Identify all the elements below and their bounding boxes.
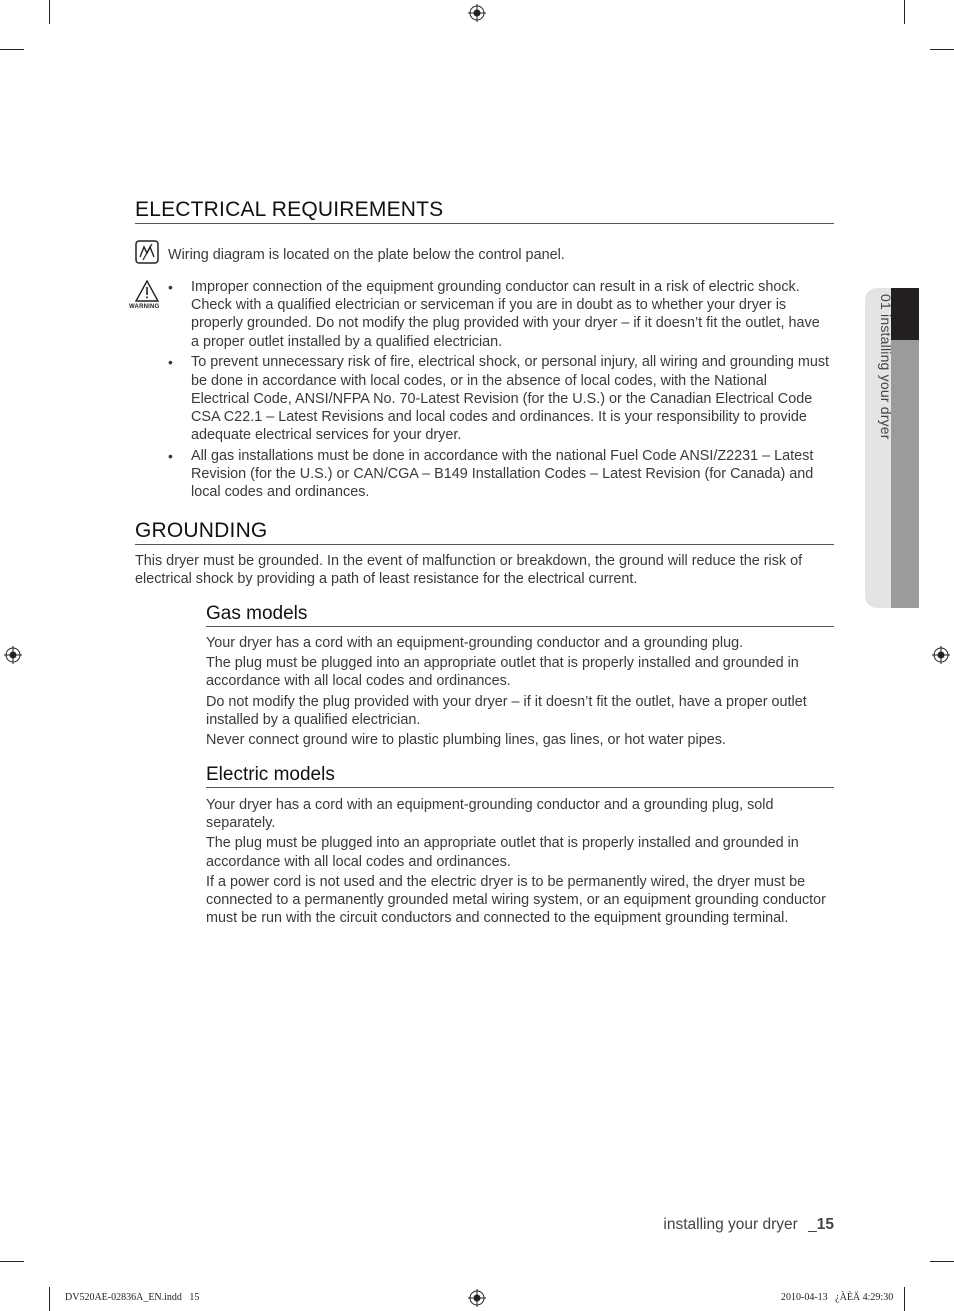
registration-mark-icon (468, 4, 486, 22)
warning-list (135, 278, 829, 504)
chapter-tab-marker (891, 288, 919, 340)
crop-mark (904, 1287, 905, 1311)
page-footer (663, 1216, 834, 1234)
footer-page-prefix: _ (808, 1216, 817, 1233)
gas-models-text (206, 634, 830, 751)
electric-models-text (206, 796, 830, 929)
crop-mark (0, 1261, 24, 1262)
paragraph: Do not modify the plug provided with your dryer – if it doesn’t fit the outlet, have a proper outlet installed by a qualified electrician. (206, 693, 807, 728)
section-title-electrical: ELECTRICAL REQUIREMENTS (135, 198, 834, 224)
warning-label: WARNING (129, 304, 160, 310)
paragraph: The plug must be plugged into an appropriate outlet that is properly installed and grounded in accordance with all local codes and ordinances. (206, 835, 799, 870)
slug-date: 2010-04-13 ¿ÀÈÄ 4:29:30 (781, 1292, 894, 1303)
crop-mark (904, 0, 905, 24)
paragraph: If a power cord is not used and the electric dryer is to be permanently wired, the dryer must be connected to a permanently grounded metal wiring system, or an equipment grounding conductor must be run with the circuit conductors and connected to the equipment grounding terminal. (206, 873, 826, 927)
note-icon (135, 240, 159, 264)
wiring-note: Wiring diagram is located on the plate below the control panel. (168, 247, 565, 263)
subsection-title-gas: Gas models (206, 603, 834, 627)
section-title-grounding: GROUNDING (135, 519, 834, 545)
list-item: • All gas installations must be done in accordance with the national Fuel Code ANSI/Z2231 – Latest Revision (for the U.S.) or CAN/CGA – B149 Installation Codes – Latest Revision (for Canada) and local codes and ordinances. (168, 447, 814, 501)
crop-mark (49, 0, 50, 24)
registration-mark-icon (468, 1289, 486, 1307)
grounding-intro: This dryer must be grounded. In the event of malfunction or breakdown, the ground will reduce the risk of electrical shock by providing a path of least resistance for the electrical current. (135, 553, 803, 588)
registration-mark-icon (932, 646, 950, 664)
paragraph: Never connect ground wire to plastic plumbing lines, gas lines, or hot water pipes. (206, 732, 726, 749)
crop-mark (49, 1287, 50, 1311)
subsection-title-electric: Electric models (206, 764, 834, 788)
paragraph: The plug must be plugged into an appropriate outlet that is properly installed and grounded in accordance with all local codes and ordinances. (206, 655, 799, 690)
footer-section: installing your dryer (663, 1216, 798, 1233)
crop-mark (930, 1261, 954, 1262)
chapter-tab-label: 01 installing your dryer (878, 294, 894, 440)
slug-file: DV520AE-02836A_EN.indd 15 (65, 1292, 200, 1303)
list-item: • To prevent unnecessary risk of fire, electrical shock, or personal injury, all wiring and grounding must be done in accordance with local codes, or in the absence of local codes, with the National Electrical Code, ANSI/NFPA No. 70-Latest Revision (for the U.S.) or the Canadian Electrical Code CSA C22.1 – Latest Revisions and local codes and ordinances. It is your responsibility to provide adequate electrical services for your dryer. (168, 354, 830, 444)
list-item: • Improper connection of the equipment grounding conductor can result in a risk of electric shock. Check with a qualified electrician or serviceman if you are in doubt as to whether your dryer is properly grounded. Do not modify the plug provided with your dryer – if it doesn’t fit the outlet, have a proper outlet installed by a qualified electrician. (168, 279, 820, 350)
chapter-tab-band (891, 340, 919, 608)
paragraph: Your dryer has a cord with an equipment-grounding conductor and a grounding plug, sold separately. (206, 797, 774, 832)
crop-mark (930, 49, 954, 50)
crop-mark (0, 49, 24, 50)
page-number: 15 (816, 1216, 834, 1233)
registration-mark-icon (4, 646, 22, 664)
paragraph: Your dryer has a cord with an equipment-grounding conductor and a grounding plug. (206, 635, 744, 651)
